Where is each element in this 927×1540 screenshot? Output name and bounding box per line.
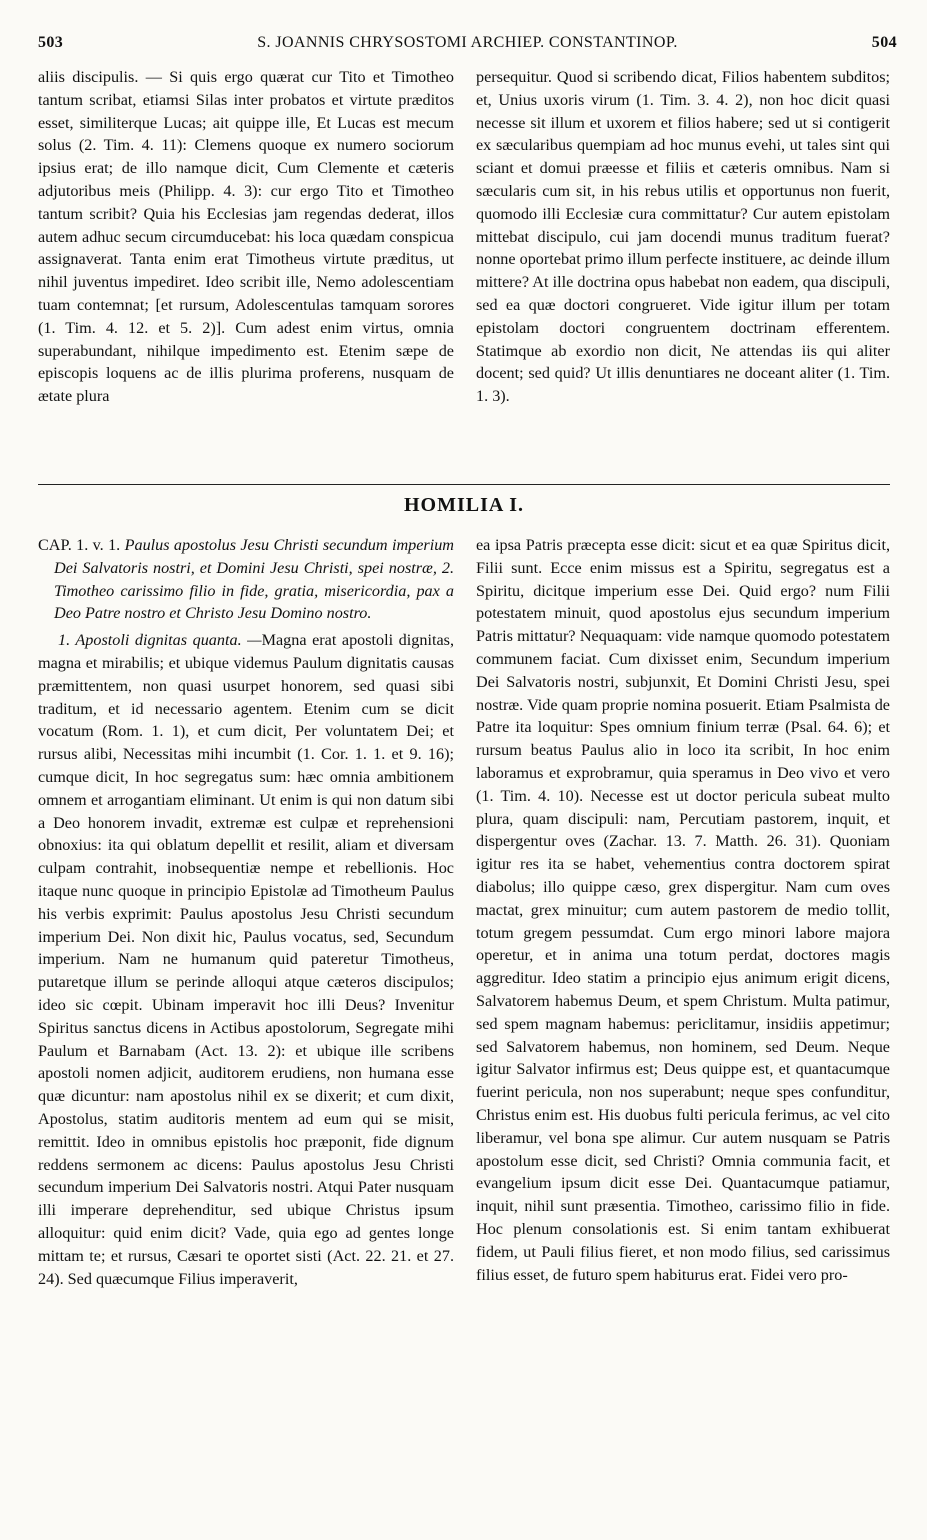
top-left-column <box>38 66 454 468</box>
running-title: S. JOANNIS CHRYSOSTOMI ARCHIEP. CONSTANTINOP. <box>257 34 678 51</box>
chapter-label: CAP. 1. v. 1. <box>38 536 121 554</box>
top-right-column <box>476 66 890 468</box>
homily-title: HOMILIA I. <box>403 494 525 516</box>
bottom-right-column <box>476 534 890 1520</box>
top-right-text: persequitur. Quod si scribendo dicat, Filios habentem subditos; et, Unius uxoris virum (1. Tim. 3. 4. 2), non hoc dicit quasi necesse sit illum et uxorem et filios habere; sed ut si contigerit ex sæcularibus quempiam ad hoc munus evehi, ut tales sint qui sciant et domui præesse et filiis et cæteris omnibus. Nam si sæcularis cum sit, in his rebus utilis et opportunus non fuerit, quomodo illi Ecclesiæ cura committatur? Cur autem epistolam mittebat discipulo, cui jam docendi munus traditum fuerat? nonne oportebat primo illum perfecte instituere, ac deinde illum mittere? At ille doctrina opus habebat non eadem, qua discipuli, sed ea quæ doctori congrueret. Vide igitur illum per totam epistolam doctori congruentem doctrinam efferentem. Statimque ab exordio non dicit, Ne attendas iis qui aliter docent; sed quid? Ut illis denuntiares ne doceant aliter (1. Tim. 1. 3). <box>476 68 890 406</box>
top-left-text: aliis discipulis. — Si quis ergo quærat cur Tito et Timotheo tantum scribat, etiamsi Silas inter probatos et virtute præditos esset, similiterque Lucas; ait quippe ille, Et Lucas est mecum solus (2. Tim. 4. 11): Clemens quoque ex numero sociorum ipsius erat; de illo namque dicit, Cum Clemente et cæteris adjutoribus meis (Philipp. 4. 3): cur ergo Tito et Timotheo tantum scribit? Quia his Ecclesias jam regendas dederat, illos autem adhuc secum circumducebat: his loca quædam conspicua assignaverat. Tanta enim erat Timotheus virtute præditus, ut nihil juventus impediret. Ideo scribit ille, Nemo adolescentiam tuam contemnat; [et rursum, Adolescentulas tamquam sorores (1. Tim. 4. 12. et 5. 2)]. Cum adest enim virtus, omnia superabundant, nihilque impedimento est. Etenim sæpe de episcopis loquens ac de illis plurima proferens, nusquam de ætate plura <box>38 68 454 406</box>
running-header <box>38 34 897 60</box>
paragraph-1-heading: 1. Apostoli dignitas quanta. — <box>58 631 262 650</box>
paragraph-1-text: Magna erat apostoli dignitas, magna et mirabilis; et ubique videmus Paulum dignitatis causas præmittentem, non quasi usurpet honorem, sed quasi sibi traditum, et id necessario agentem. Etenim cum se dicit vocatum (Rom. 1. 1), et cum dicit, Per voluntatem Dei; et rursus alibi, Necessitas mihi incumbit (1. Cor. 1. 1. et 9. 16); cumque dicit, In hoc segregatus sum: hæc omnia ambitionem omnem et arrogantiam eliminant. Ut enim is qui non datum sibi a Deo honorem invadit, extremæ est culpæ et reprehensioni obnoxius: ita qui oblatum depellit et resilit, aliam et diversam culpam contrahit, inobsequentiæ nempe et rebellionis. Hoc itaque nunc quoque in principio Epistolæ ad Timotheum Paulus his verbis exprimit: Paulus apostolus Jesu Christi secundum imperium Dei. Non dixit hic, Paulus vocatus, sed, Secundum imperium. Nam ne humanum quid pateretur Timotheus, putaretque illum se perinde alloqui atque cæteros discipulos; ideo sic cœpit. Ubinam imperavit hoc illi Deus? Invenitur Spiritus sanctus dicens in Actibus apostolorum, Segregate mihi Paulum et Barnabam (Act. 13. 2): et ubique ille scribens apostoli nomen adjicit, auditorem erudiens, non humana esse quæ dicuntur: nam apostolus nihil ex se dixerit; et cum dixit, Apostolus, statim auditoris mentem ad eum qui se misit, remittit. Ideo in omnibus epistolis hoc præponit, fide dignum reddens sermonem ac dicens: Paulus apostolus Jesu Christi secundum imperium Dei Salvatoris nostri. Atqui Pater nusquam illi imperare deprehenditur, sed ubique Christus ipsum alloquitur: quid enim dicit? Vade, quia ego ad gentes longe mittam te; et rursus, Cæsari te oportet sisti (Act. 22. 21. et 27. 24). Sed quæcumque Filius imperaverit, <box>38 631 454 1288</box>
section-divider <box>38 484 890 485</box>
page-number-left: 503 <box>38 34 64 51</box>
chapter-verse-heading <box>38 534 454 625</box>
bottom-left-column <box>38 534 454 1520</box>
bottom-right-text: ea ipsa Patris præcepta esse dicit: sicut et ea quæ Spiritus dicit, Filii sunt. Ecce enim missus est a Spiritu, segregatus est a Spiritu, dicitque imperium esse Dei. Quid ergo? num Filii potestatem minuit, quod apostolus ejus secundum imperium Patris mittatur? Nequaquam: vide namque quomodo potestatem communem faciat. Cum dixisset enim, Secundum imperium Dei Salvatoris nostri, subjunxit, Et Domini Christi Jesu, spei nostræ. Vide quam proprie nomina posuerit. Etiam Psalmista de Patre ita loquitur: Spes omnium finium terræ (Psal. 64. 6); et rursum beatus Paulus alio in loco ita scribit, In hoc enim laboramus et exprobramur, quia speramus in Deo vivo et vero (1. Tim. 4. 10). Necesse est ut doctor pericula subeat multo plura, quam discipuli: nam, Percutiam pastorem, inquit, et dispergentur oves (Zachar. 13. 7. Matth. 26. 31). Quoniam igitur res ita se habet, vehementius contra doctorem spirat diabolus; illo quippe cæso, grex dispergitur. Nam cum oves mactat, grex minuitur; cum autem pastorem de medio tollit, totum gregem pessumdat. Cum ergo minori labore majora operetur, et in anima una totum perdat, doctores magis aggreditur. Ideo statim a principio ejus animum erigit dicens, Salvatorem habemus Deum, et spem Christum. Multa patimur, sed spem magnam habemus: periclitamur, insidiis appetimur; sed Salvatorem habemus, non hominem, sed Deum. Neque igitur Salvator infirmus est; Deus quippe est, et quantacumque fuerint pericula, non nos superabunt; neque spes confunditur, Christus enim est. His duobus fulti pericula ferimus, ac vel cito liberamur, vel bona spe alimur. Cur autem nusquam se Patris apostolum esse dicit, sed Christi? Omnia communia facit, et evangelium ipsum dicit esse Dei. Quantacumque patiamur, inquit, nihil sunt præsentia. Timotheo, carissimo filio in fide. Hoc plenum consolationis est. Si enim tantam exhibuerat fidem, ut Pauli filius fieret, et non modo filius, sed carissimus filius esset, de futuro spem habiturus erat. Fidei vero pro- <box>476 536 890 1284</box>
page-number-right: 504 <box>871 34 897 51</box>
scripture-text: Paulus apostolus Jesu Christi secundum imperium Dei Salvatoris nostri, et Domini Jesu Christi, spei nostræ, 2. Timotheo carissimo filio in fide, gratia, misericordia, pax a Deo Patre nostro et Christo Jesu Domino nostro. <box>54 536 454 623</box>
paragraph-1 <box>38 629 454 1290</box>
